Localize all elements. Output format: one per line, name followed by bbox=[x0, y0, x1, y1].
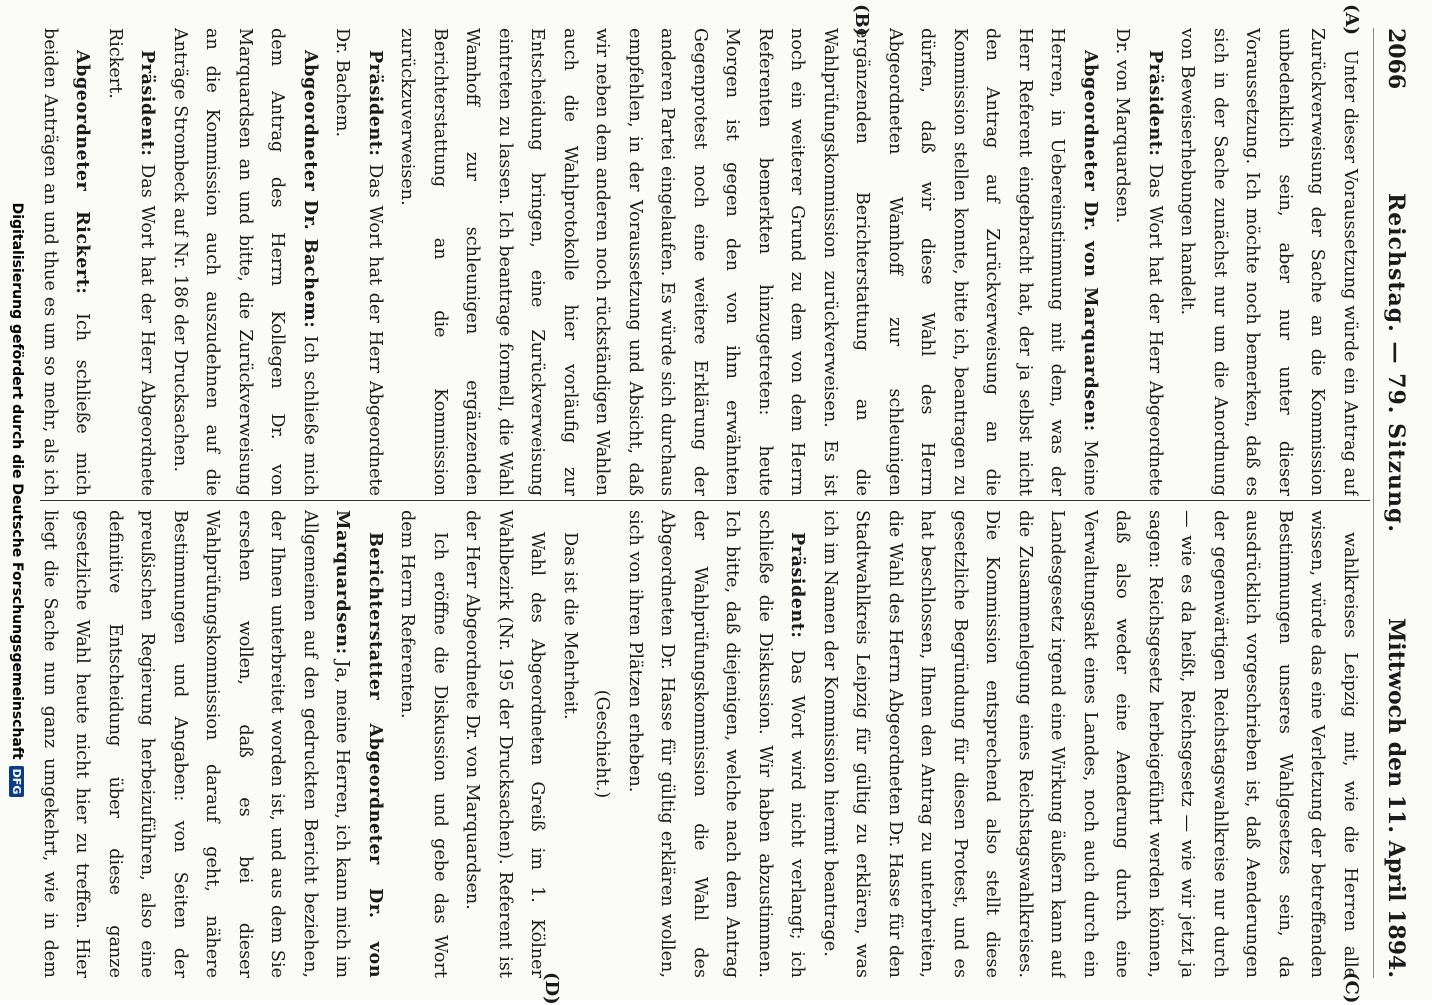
session-date: Mittwoch den 11. April 1894. bbox=[1383, 618, 1409, 978]
paragraph-text: Das Wort wird nicht verlangt; ich schließe die Diskussion. Wir haben abzustimmen. Ich bitte, daß diejenigen, welche nach dem Antrag der Wahlprüfungskommission die Wahl des Abgeordneten Dr. Hasse für gültig erklären wollen, sich von ihren Plätzen erheben. bbox=[625, 510, 808, 978]
paragraph-text: Ja, meine Herren, ich kann mich im Allgemeinen auf den gedruckten Bericht beziehen, der Ihnen unterbreitet worden ist, und aus dem Sie ersehen wollen, daß es bei dieser Wahlprüfungskommission darauf geht, nähere Bestimmungen und Angaben: von Seiten der preußischen Regierung herbeizuführen, also eine definitive Entscheidung über diese ganze gesetzliche Wahl heute nicht hier zu treffen. Hier liegt die Sache nun ganz umgekehrt, wie in dem bbox=[40, 510, 353, 978]
paragraph-text: (Geschieht.) bbox=[592, 689, 613, 799]
paragraph bbox=[391, 510, 456, 978]
margin-mark-d: (D) bbox=[541, 972, 562, 1005]
margin-mark-b: (B) bbox=[851, 4, 872, 37]
margin-mark-c: (C) bbox=[1341, 972, 1362, 1004]
paragraph bbox=[1106, 28, 1171, 496]
column-divider bbox=[40, 500, 1370, 501]
paragraph bbox=[619, 510, 814, 978]
paragraph-text: Ich schließe mich dem Antrag des Herrn Kollegen Dr. von Marquardsen an und bitte, die Zurückverweisung an die Kommission auch auszudehnen auf die Anträge Strombeck auf Nr. 186 der Drucksachen. bbox=[170, 28, 320, 496]
paragraph bbox=[1171, 28, 1366, 496]
paragraph-text: Ich eröffne die Diskussion und gebe das Wort dem Herrn Referenten. bbox=[397, 510, 450, 978]
paragraph-text: Das Wort hat der Herr Abgeordnete Dr. von Marquardsen. bbox=[1112, 28, 1165, 496]
paragraph bbox=[99, 28, 164, 496]
margin-mark-a: (A) bbox=[1341, 4, 1362, 35]
speaker-name: Berichterstatter Abgeordneter Dr. von Marquardsen: bbox=[332, 510, 386, 978]
speaker-name: Präsident: bbox=[1145, 50, 1166, 157]
paragraph bbox=[456, 510, 554, 978]
speaker-name: Abgeordneter Dr. von Marquardsen: bbox=[1080, 50, 1101, 432]
page-number: 2066 bbox=[1383, 28, 1409, 90]
page-header bbox=[1373, 28, 1418, 978]
page-title: Reichstag. — 79. Sitzung. bbox=[1383, 192, 1409, 534]
paragraph bbox=[586, 510, 619, 978]
footer-text: Digitalisierung gefördert durch die Deutsche Forschungsgemeinschaft bbox=[9, 202, 25, 760]
paragraph bbox=[40, 510, 391, 978]
dfg-logo-icon: DFG bbox=[10, 766, 25, 798]
paragraph bbox=[554, 510, 587, 978]
paragraph-text: Das Wort hat der Herr Abgeordnete Rickert. bbox=[105, 28, 158, 496]
speaker-name: Präsident: bbox=[365, 50, 386, 157]
speaker-name: Abgeordneter Dr. Bachem: bbox=[300, 50, 321, 329]
page-footer bbox=[6, 0, 28, 1000]
paragraph bbox=[40, 28, 99, 496]
paragraph-text: Das ist die Mehrheit. bbox=[560, 532, 580, 720]
paragraph-text: Unter dieser Voraussetzung würde ein Antrag auf Zurückverweisung der Sache an die Kommission unbedenklich sein, aber nur unter dieser Voraussetzung. Ich möchte noch bemerken, daß es sich in der Sache zunächst nur um die Anordnung von Beweiserhebungen handelt. bbox=[1177, 28, 1360, 496]
speaker-name: Abgeordneter Rickert: bbox=[72, 50, 94, 295]
left-column bbox=[40, 28, 1366, 496]
paragraph bbox=[326, 28, 391, 496]
paragraph-text: Das Wort hat der Herr Abgeordnete Dr. Bachem. bbox=[332, 28, 385, 496]
paragraph-text: Meine Herren, in Uebereinstimmung mit dem, was der Herr Referent eingebracht hat, der ja selbst nicht den Antrag auf Zurückverweisung an die Kommission stellen konnte, bitte ich, beantragen zu dürfen, daß wir diese Wahl des Herrn Abgeordneten Wamhoff zur schleunigen ergänzenden Berichterstattung an die Wahlprüfungskommission zurückverweisen. Es ist noch ein weiterer Grund zu dem von dem Herrn Referenten bemerkten hinzugetreten: heute Morgen ist gegen den von ihm erwähnten Gegenprotest noch eine weitere Erklärung der anderen Partei eingelaufen. Es würde sich durchaus empfehlen, in der Voraussetzung und Absicht, daß wir neben dem anderen noch rückständigen Wahlen auch die Wahlprotokolle hier vorläufig zur Entscheidung bringen, eine Zurückverweisung eintreten zu lassen. Ich beantrage formell, die Wahl Wamhoff zur schleunigen ergänzenden Berichterstattung an die Kommission zurückzuverweisen. bbox=[397, 28, 1100, 496]
speaker-name: Präsident: bbox=[787, 532, 809, 639]
paragraph-text: Ich schließe mich beiden Anträgen an und thue es um so mehr, als ich bbox=[40, 28, 93, 496]
paragraph-text: wahlkreises Leipzig mit, wie die Herren alle wissen, würde das eine Verletzung der betreffenden Bestimmungen unseres Wahlgesetzes sein, da ausdrücklich vorgeschrieben ist, daß Aenderungen der gegenwärtigen Reichstagswahlkreise nur durch — wie es da heißt, Reichsgesetz — wie wir jetzt ja sagen: Reichsgesetz herbeigeführt werden können, daß also weder eine Aenderung durch eine Verwaltungsakt eines Landes, noch auch durch ein Landesgesetz irgend eine Wirkung äußern kann auf die Zusammenlegung eines Reichstagswahlkreises. Die Kommission entsprechend also stellt diese gesetzliche Begründung für diesen Protest, und es hat beschlossen, Ihnen den Antrag zu unterbreiten, die Wahl des Herrn Abgeordneten Dr. Hasse für den Stadtwahlkreis Leipzig für gültig zu erklären, was ich im Namen der Kommission hiermit beantrage. bbox=[820, 510, 1360, 978]
paragraph-text: Wahl des Abgeordneten Greiß im 1. Kölner Wahlbezirk (Nr. 195 der Drucksachen). Referent ist der Herr Abgeordnete Dr. von Marquardsen. bbox=[462, 510, 548, 978]
paragraph bbox=[164, 28, 327, 496]
paragraph bbox=[391, 28, 1106, 496]
right-column bbox=[40, 510, 1366, 978]
paragraph bbox=[814, 510, 1367, 978]
speaker-name: Präsident: bbox=[137, 50, 159, 157]
